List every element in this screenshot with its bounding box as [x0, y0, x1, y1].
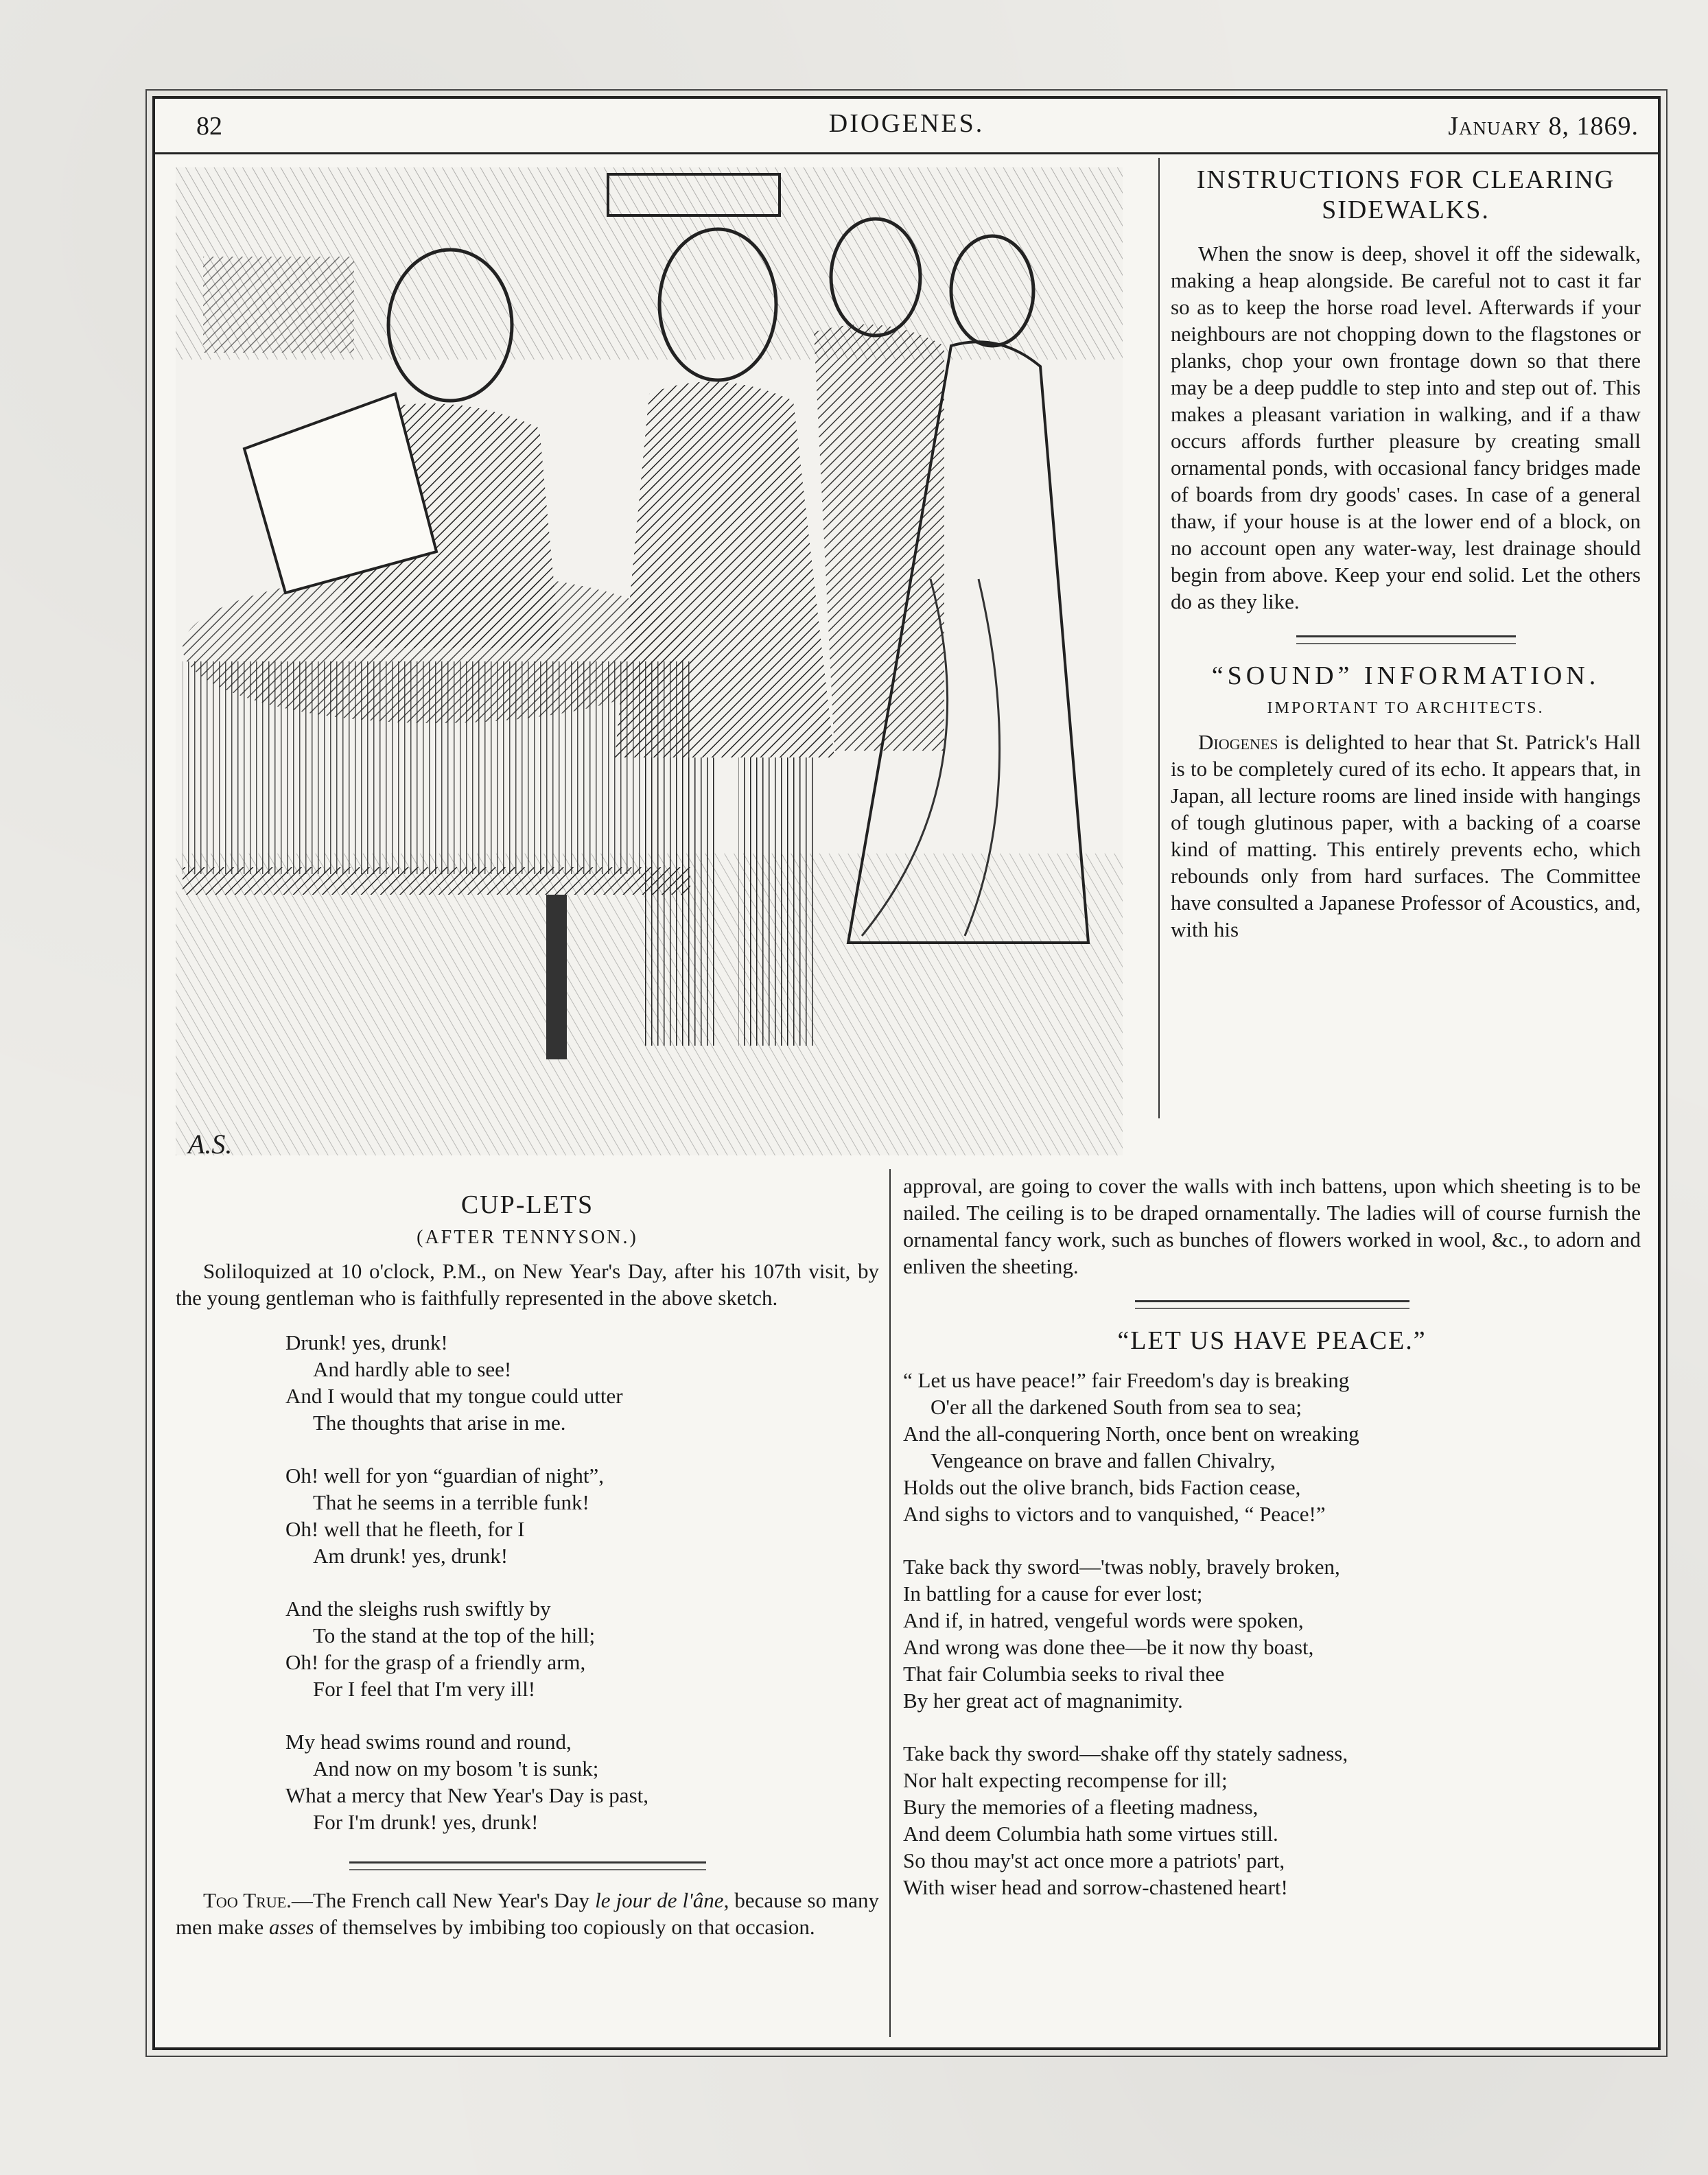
poem-line: Oh! for the grasp of a friendly arm,	[285, 1650, 586, 1674]
poem-stanza	[285, 1462, 879, 1569]
sound-subheading: IMPORTANT TO ARCHITECTS.	[1267, 699, 1545, 717]
poem-line: The thoughts that arise in me.	[313, 1411, 566, 1435]
sound-continuation	[903, 1173, 1641, 1927]
poem-stanza	[903, 1553, 1641, 1714]
cuplets-heading: CUP-LETS	[460, 1190, 594, 1219]
poem-stanza	[285, 1728, 879, 1835]
poem-line: Take back thy sword—'twas nobly, bravely broken,	[903, 1555, 1340, 1579]
too-true-text: , because so many men make	[176, 1888, 880, 1939]
too-true-lead: Too True.	[203, 1888, 292, 1912]
left-column	[176, 1190, 879, 1940]
poem-line: Am drunk! yes, drunk!	[313, 1544, 508, 1568]
poem-stanza	[285, 1595, 879, 1702]
poem-line: And hardly able to see!	[313, 1357, 512, 1381]
section-divider	[1135, 1300, 1409, 1309]
poem-line: By her great act of magnanimity.	[903, 1689, 1183, 1713]
poem-line: My head swims round and round,	[285, 1730, 572, 1754]
peace-heading: “LET US HAVE PEACE.”	[1117, 1326, 1427, 1355]
poem-line: And sighs to victors and to vanquished, “ Peace!”	[903, 1502, 1326, 1526]
right-column	[1171, 165, 1641, 943]
too-true-paragraph	[176, 1887, 879, 1940]
poem-stanza	[903, 1367, 1641, 1527]
masthead	[155, 99, 1658, 154]
cartoon-illustration	[176, 167, 1123, 1155]
sound-body-text: is delighted to hear that St. Patrick's Hall is to be completely cured of its echo. It appears that, in Japan, all lecture rooms are lined inside with hangings of tough glutinous paper, with a backing of a coarse kind of matting. This entirely prevents echo, which rebounds only from hard surfaces. The Committee have consulted a Japanese Professor of Acoustics, and, with his	[1171, 730, 1641, 941]
poem-line: In battling for a cause for ever lost;	[903, 1582, 1203, 1606]
poem-line: Holds out the olive branch, bids Faction cease,	[903, 1475, 1301, 1499]
column-rule	[1158, 158, 1160, 1118]
poem-line: And the sleighs rush swiftly by	[285, 1597, 551, 1621]
poem-line: For I feel that I'm very ill!	[313, 1677, 536, 1701]
issue-date: January 8, 1869.	[1448, 112, 1639, 141]
section-divider	[349, 1861, 706, 1870]
publication-title: DIOGENES.	[828, 109, 985, 138]
poem-line: So thou may'st act once more a patriots' part,	[903, 1848, 1285, 1872]
too-true-text: —The French call New Year's Day	[291, 1888, 596, 1912]
sound-lead: Diogenes	[1198, 730, 1278, 754]
poem-line: O'er all the darkened South from sea to sea;	[931, 1395, 1302, 1419]
poem-line: Take back thy sword—shake off thy stately sadness,	[903, 1741, 1348, 1765]
poem-line: Nor halt expecting recompense for ill;	[903, 1768, 1228, 1792]
poem-line: Bury the memories of a fleeting madness,	[903, 1795, 1259, 1819]
poem-line: And the all-conquering North, once bent on wreaking	[903, 1422, 1359, 1446]
poem-line: Drunk! yes, drunk!	[285, 1330, 448, 1354]
poem-line: What a mercy that New Year's Day is past,	[285, 1783, 648, 1807]
peace-poem	[903, 1367, 1641, 1901]
cartoon-drawing	[176, 167, 1123, 1155]
artist-signature: A.S.	[188, 1129, 233, 1160]
poem-line: Vengeance on brave and fallen Chivalry,	[931, 1448, 1276, 1472]
poem-line: And if, in hatred, vengeful words were spoken,	[903, 1608, 1304, 1632]
poem-line: And deem Columbia hath some virtues still.	[903, 1822, 1278, 1846]
too-true-asses: asses	[269, 1915, 314, 1939]
cuplets-intro: Soliloquized at 10 o'clock, P.M., on New Year's Day, after his 107th visit, by the young gentleman who is faithfully represented in the above sketch.	[176, 1259, 879, 1310]
column-rule	[889, 1169, 891, 2037]
poem-line: That fair Columbia seeks to rival thee	[903, 1662, 1225, 1686]
poem-stanza	[285, 1329, 879, 1436]
instructions-heading: INSTRUCTIONS FOR CLEARING SIDEWALKS.	[1196, 165, 1615, 224]
page-number: 82	[196, 112, 222, 141]
poem-line: And I would that my tongue could utter	[285, 1384, 623, 1408]
cuplets-subheading: (AFTER TENNYSON.)	[417, 1227, 638, 1248]
poem-stanza	[903, 1740, 1641, 1901]
too-true-french: le jour de l'âne	[595, 1888, 724, 1912]
too-true-text: of themselves by imbibing too copiously on that occasion.	[314, 1915, 815, 1939]
poem-line: Oh! well for yon “guardian of night”,	[285, 1463, 605, 1488]
poem-line: And now on my bosom 't is sunk;	[313, 1756, 599, 1780]
section-divider	[1296, 635, 1516, 644]
poem-line: That he seems in a terrible funk!	[313, 1490, 589, 1514]
poem-line: Oh! well that he fleeth, for I	[285, 1517, 525, 1541]
poem-line: And wrong was done thee—be it now thy boast,	[903, 1635, 1314, 1659]
newspaper-page	[152, 96, 1661, 2050]
sound-heading: “SOUND” INFORMATION.	[1211, 661, 1600, 690]
poem-line: To the stand at the top of the hill;	[313, 1623, 596, 1647]
sound-body-part2: approval, are going to cover the walls with inch battens, upon which sheeting is to be nailed. The ceiling is to be draped ornamentally. The ladies will of course furnish the ornamental fancy work, such as bunches of flowers worked in wool, &c., to adorn and enliven the sheeting.	[903, 1174, 1641, 1278]
poem-line: “ Let us have peace!” fair Freedom's day is breaking	[903, 1368, 1350, 1392]
poem-line: With wiser head and sorrow-chastened heart!	[903, 1875, 1288, 1899]
poem-line: For I'm drunk! yes, drunk!	[313, 1810, 539, 1834]
instructions-body: When the snow is deep, shovel it off the sidewalk, making a heap alongside. Be careful not to cast it far so as to keep the horse road level. Afterwards if your neighbours are not chopping down to the flagstones or planks, chop your own frontage down so that there may be a deep puddle to step into and step out of. This makes a pleasant variation in walking, and if a thaw occurs affords further pleasure by creating small ornamental ponds, with occasional fancy bridges made of boards from dry goods' cases. In case of a general thaw, if your house is at the lower end of a block, on no account open any water-way, lest drainage should begin from above. Keep your end solid. Let the others do as they like.	[1171, 242, 1641, 613]
cuplets-poem	[176, 1329, 879, 1835]
sound-body-part1	[1171, 729, 1641, 943]
